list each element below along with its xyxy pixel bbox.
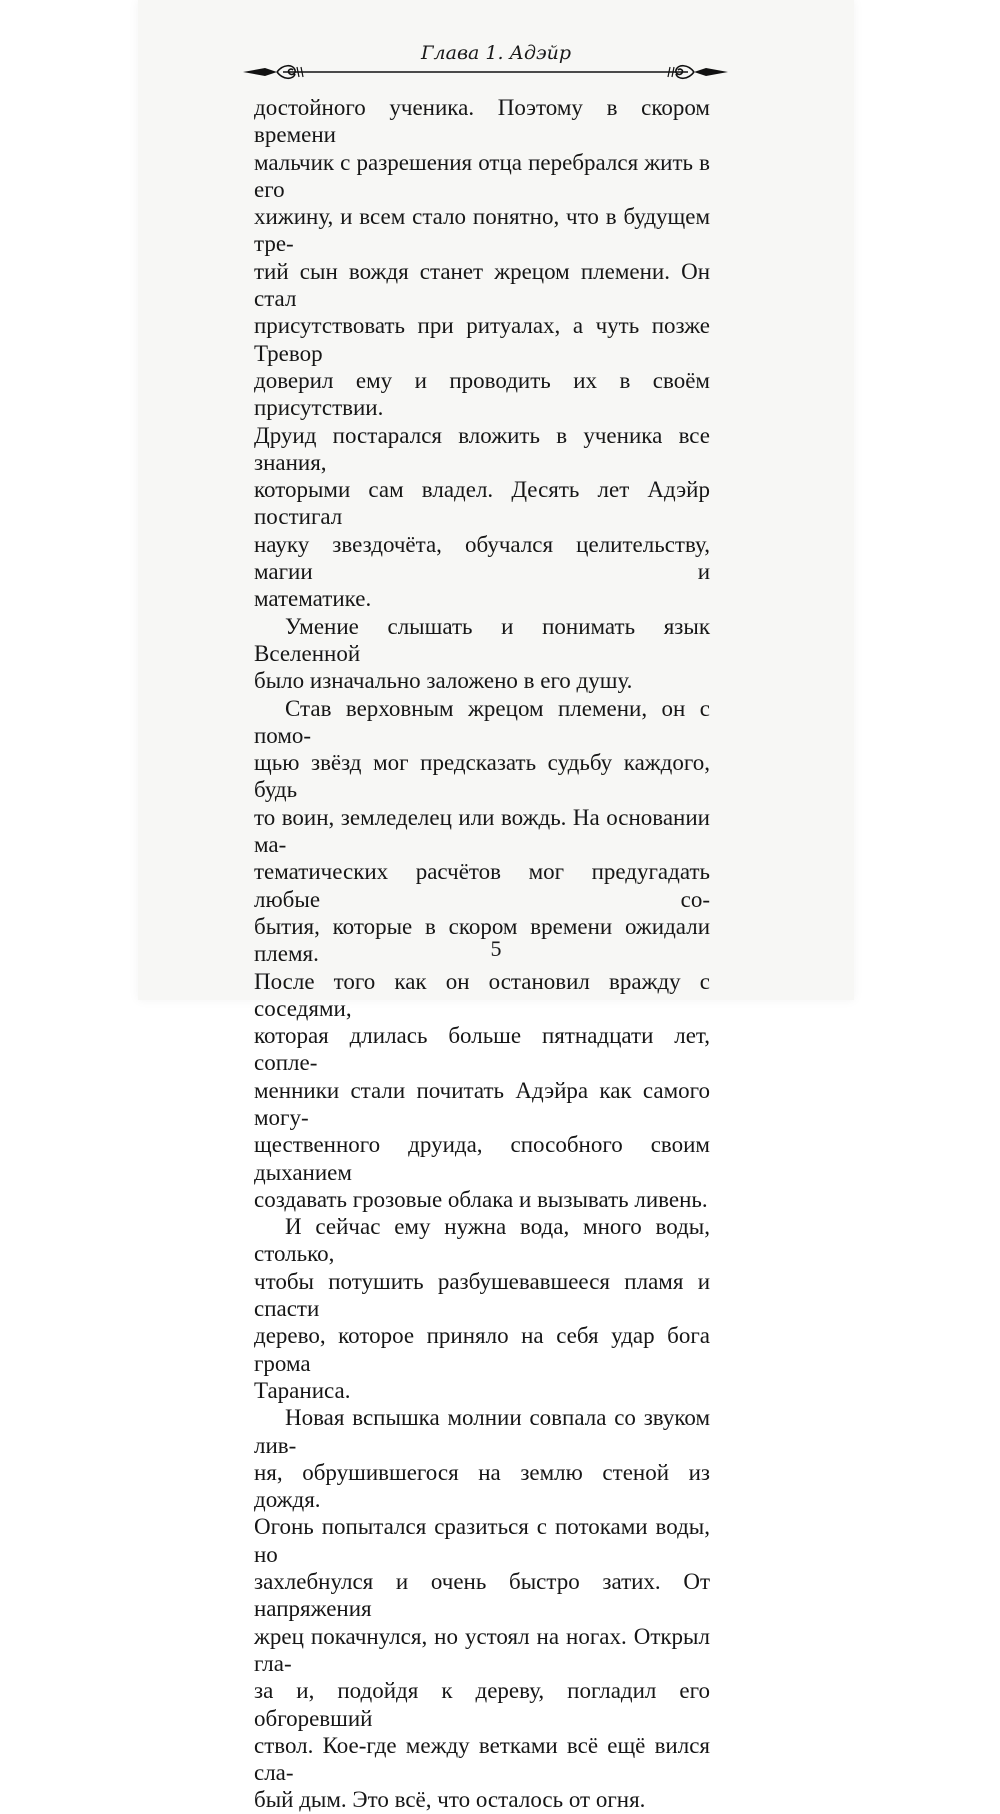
text-line: мальчик с разрешения отца перебрался жить в его xyxy=(254,149,710,202)
text-line: щественного друида, способного своим дыханием xyxy=(254,1132,710,1185)
page-number: 5 xyxy=(490,936,502,961)
text-line: присутствовать при ритуалах, а чуть позже Тревор xyxy=(254,313,710,366)
chapter-running-head: Глава 1. Адэйр xyxy=(420,42,572,64)
text-line: тий сын вождя станет жрецом племени. Он стал xyxy=(254,258,710,312)
book-page xyxy=(138,0,854,1813)
text-line: Новая вспышка молнии совпала со звуком лив- xyxy=(254,1405,710,1458)
text-line: создавать грозовые облака и вызывать ливень. xyxy=(254,1186,708,1212)
paragraph xyxy=(254,94,710,613)
text-line: достойного ученика. Поэтому в скором времени xyxy=(254,95,710,148)
text-line: чтобы потушить разбушевавшееся пламя и спасти xyxy=(254,1268,710,1322)
paragraph xyxy=(254,613,710,695)
text-line: И сейчас ему нужна вода, много воды, столько, xyxy=(254,1214,710,1267)
flourish-divider-icon xyxy=(243,60,728,84)
text-line: было изначально заложено в его душу. xyxy=(254,668,633,694)
text-line: дерево, которое приняло на себя удар бога грома xyxy=(254,1323,710,1376)
paragraph xyxy=(254,1404,710,1813)
text-line: тематических расчётов мог предугадать любые со- xyxy=(254,859,710,912)
text-line: щью звёзд мог предсказать судьбу каждого, будь xyxy=(254,750,710,803)
text-line: бый дым. Это всё, что осталось от огня. xyxy=(254,1787,646,1813)
text-line: бытия, которые в скором времени ожидали племя. xyxy=(254,913,710,967)
text-line: доверил ему и проводить их в своём присутствии. xyxy=(254,367,710,421)
text-line: жрец покачнулся, но устоял на ногах. Открыл гла- xyxy=(254,1623,710,1676)
text-line: науку звездочёта, обучался целительству, магии и xyxy=(254,531,710,585)
text-line: за и, подойдя к дереву, погладил его обгоревший xyxy=(254,1678,710,1731)
text-line: Друид постарался вложить в ученика все знания, xyxy=(254,422,710,475)
text-line: хижину, и всем стало понятно, что в будущем тре- xyxy=(254,204,710,257)
text-line: математике. xyxy=(254,586,372,612)
text-line: Став верховным жрецом племени, он с помо- xyxy=(254,695,710,748)
text-line: то воин, земледелец или вождь. На основании ма- xyxy=(254,804,710,858)
text-line: которыми сам владел. Десять лет Адэйр постигал xyxy=(254,477,710,530)
paragraph xyxy=(254,1213,710,1404)
text-line: ствол. Кое-где между ветками всё ещё вился сла- xyxy=(254,1732,710,1786)
text-line: менники стали почитать Адэйра как самого могу- xyxy=(254,1077,710,1130)
text-line: После того как он остановил вражду с соседями, xyxy=(254,968,710,1021)
text-line: Тараниса. xyxy=(254,1377,351,1403)
text-line: ня, обрушившегося на землю стеной из дождя. xyxy=(254,1459,710,1513)
text-line: Огонь попытался сразиться с потоками воды, но xyxy=(254,1514,710,1567)
text-line: которая длилась больше пятнадцати лет, сопле- xyxy=(254,1023,710,1076)
text-line: Умение слышать и понимать язык Вселенной xyxy=(254,613,710,666)
text-line: захлебнулся и очень быстро затих. От напряжения xyxy=(254,1569,710,1622)
